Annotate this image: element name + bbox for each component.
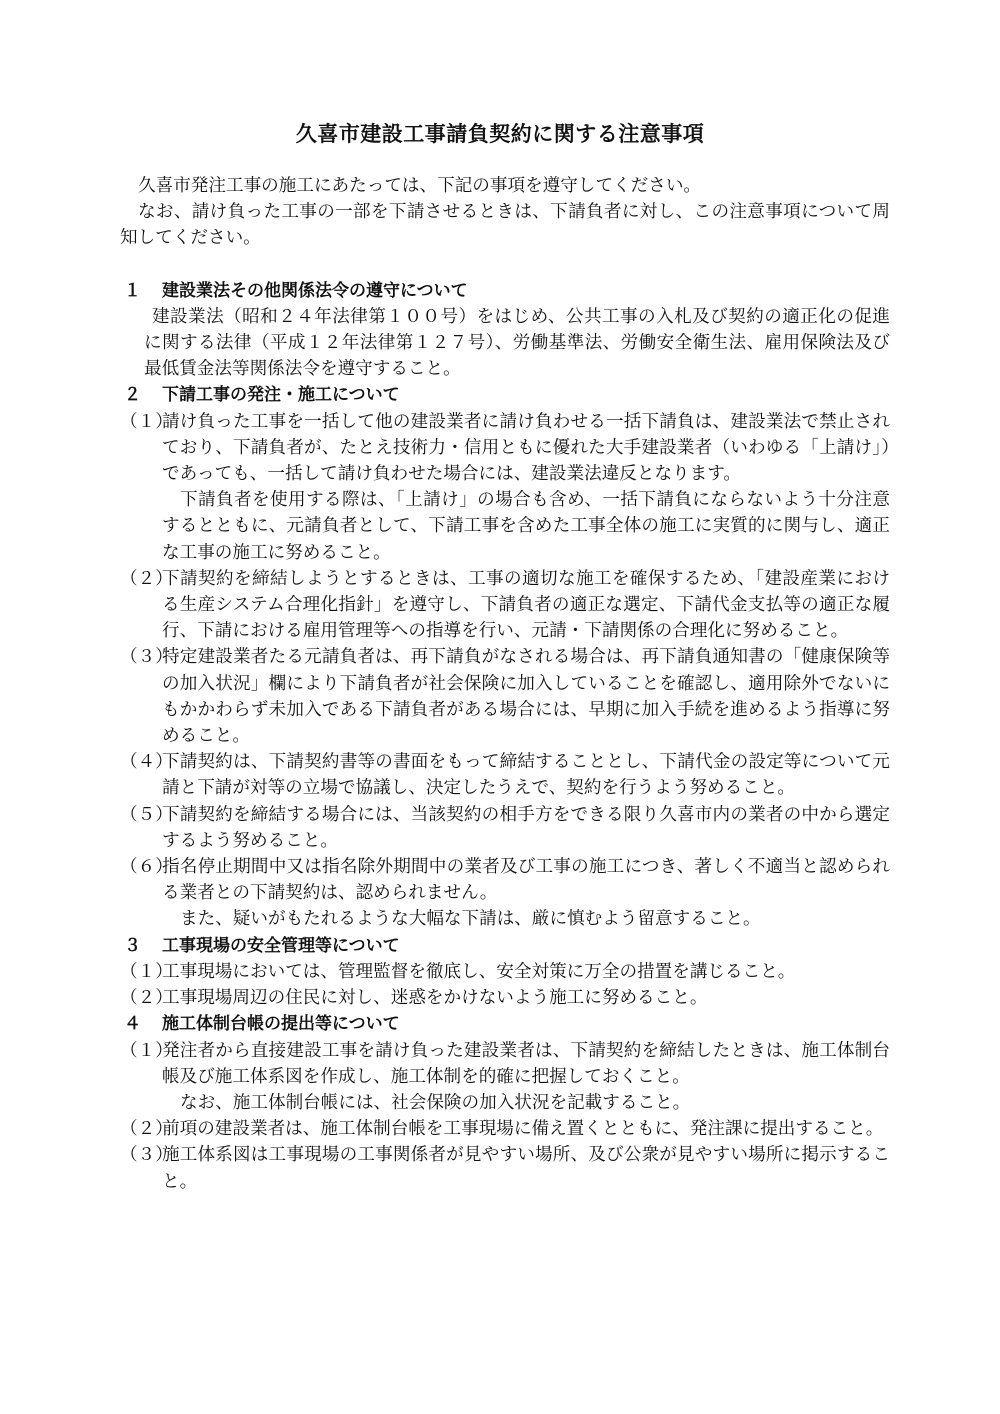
item-number: （３） (120, 1145, 173, 1166)
list-item (120, 985, 890, 1011)
document-body (120, 173, 890, 1195)
item-text: 特定建設業者たる元請負者は、再下請負がなされる場合は、再下請負通知書の「健康保険等の加入状況」欄により下請負者が社会保険に加入していることを確認し、適用除外でないにもかかわらず未加入である下請負者がある場合には、早期に加入手続を進めるよう指導に努めること。 (162, 647, 890, 747)
item-number: （４） (120, 752, 173, 773)
item-subparagraph: また、疑いがもたれるような大幅な下請は、厳に慎むよう留意すること。 (180, 909, 761, 930)
item-text: 前項の建設業者は、施工体制台帳を工事現場に備え置くとともに、発注課に提出すること。 (162, 1119, 884, 1140)
section-title: 工事現場の安全管理等について (162, 935, 400, 956)
list-item (120, 566, 890, 645)
item-number: （２） (120, 568, 173, 589)
item-text: 指名停止期間中又は指名除外期間中の業者及び工事の施工につき、著しく不適当と認められる業者との下請契約は、認められません。 (162, 857, 890, 904)
list-item (120, 802, 890, 854)
item-number: （１） (120, 961, 173, 982)
section-title: 下請工事の発注・施工について (162, 385, 400, 406)
item-number: （１） (120, 411, 173, 432)
list-item (120, 1038, 890, 1090)
item-text: 発注者から直接建設工事を請け負った建設業者は、下請契約を締結したときは、施工体制台帳及び施工体系図を作成し、施工体制を的確に把握しておくこと。 (162, 1040, 890, 1087)
item-text: 下請契約を締結する場合には、当該契約の相手方をできる限り久喜市内の業者の中から選定するよう努めること。 (162, 804, 890, 851)
section-number: ３ (124, 935, 141, 956)
section-1-heading (120, 278, 890, 304)
item-number: （３） (120, 647, 173, 668)
list-item (120, 409, 890, 488)
section-title: 建設業法その他関係法令の遵守について (162, 280, 468, 301)
item-number: （５） (120, 804, 173, 825)
intro-paragraph-1: 久喜市発注工事の施工にあたっては、下記の事項を遵守してください。 (138, 176, 702, 196)
section-2-heading (120, 382, 890, 408)
intro-paragraph-2: なお、請け負った工事の一部を下請させるときは、下請負者に対し、この注意事項について周知してください。 (120, 202, 890, 249)
item-number: （１） (120, 1040, 173, 1061)
item-subparagraph: なお、施工体制台帳には、社会保険の加入状況を記載すること。 (180, 1092, 691, 1113)
item-text: 下請契約は、下請契約書等の書面をもって締結することとし、下請代金の設定等について元請と下請が対等の立場で協議し、決定したうえで、契約を行うよう努めること。 (162, 752, 890, 799)
list-item (120, 959, 890, 985)
list-item (120, 1142, 890, 1194)
item-subparagraph: 下請負者を使用する際は、「上請け」の場合も含め、一括下請負にならないよう十分注意するとともに、元請負者として、下請工事を含めた工事全体の施工に実質的に関与し、適正な工事の施工に努めること。 (162, 490, 890, 563)
item-text: 下請契約を締結しようとするときは、工事の適切な施工を確保するため、「建設産業における生産システム合理化指針」を遵守し、下請負者の適正な選定、下請代金支払等の適正な履行、下請における雇用管理等への指導を行い、元請・下請関係の合理化に努めること。 (162, 568, 890, 642)
list-item (120, 749, 890, 801)
item-number: （６） (120, 857, 173, 878)
item-text: 工事現場においては、管理監督を徹底し、安全対策に万全の措置を講じること。 (162, 961, 796, 982)
section-4-heading (120, 1011, 890, 1037)
section-number: ４ (124, 1014, 141, 1035)
document-title: 久喜市建設工事請負契約に関する注意事項 (295, 122, 705, 146)
list-item (120, 1116, 890, 1142)
item-text: 請け負った工事を一括して他の建設業者に請け負わせる一括下請負は、建設業法で禁止されており、下請負者が、たとえ技術力・信用ともに優れた大手建設業者（いわゆる「上請け」）であっても、一括して請け負わせた場合には、建設業法違反となります。 (162, 411, 890, 485)
item-text: 工事現場周辺の住民に対し、迷惑をかけないよう施工に努めること。 (162, 988, 708, 1009)
item-number: （２） (120, 1119, 173, 1140)
section-number: ２ (124, 385, 141, 406)
section-1-text: 建設業法（昭和２４年法律第１００号）をはじめ、公共工事の入札及び契約の適正化の促進に関する法律（平成１２年法律第１２７号）、労働基準法、労働安全衛生法、雇用保険法及び最低賃金法等関係法令を遵守すること。 (144, 306, 890, 380)
item-number: （２） (120, 988, 173, 1009)
section-3-heading (120, 933, 890, 959)
section-title: 施工体制台帳の提出等について (162, 1014, 400, 1035)
item-text: 施工体系図は工事現場の工事関係者が見やすい場所、及び公衆が見やすい場所に掲示すること。 (162, 1145, 890, 1192)
section-number: １ (124, 280, 141, 301)
list-item (120, 644, 890, 749)
list-item (120, 854, 890, 906)
